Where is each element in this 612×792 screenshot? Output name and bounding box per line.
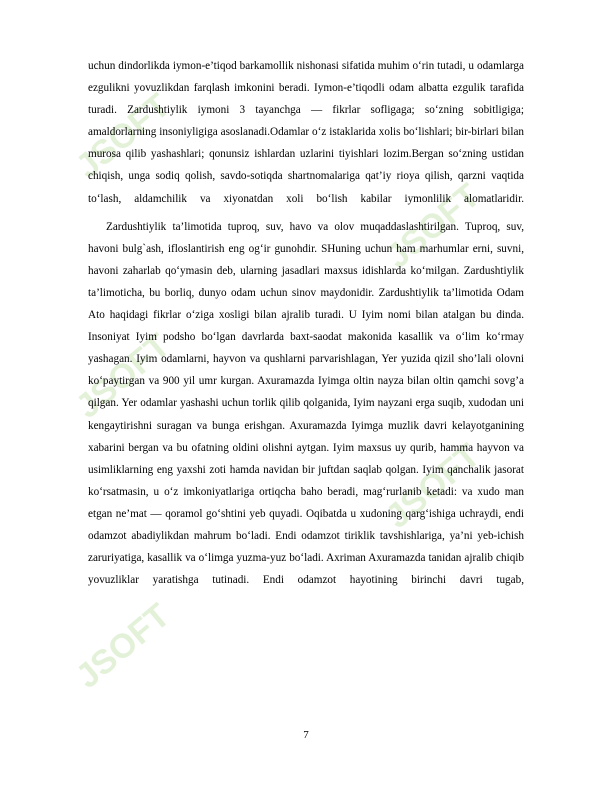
paragraph-1: uchun dindorlikda iymon-e’tiqod barkamollik nishonasi sifatida muhim o‘rin tutadi, u odamlarga ezgulikni yovuzlikdan farqlash imkonini beradi. Iymon-e’tiqodli odam albatta ezgulik tarafida turadi. Zardushtiylik iymoni 3 tayanchga — fikrlar sofligaga; so‘zning sobitligiga; amaldorlarning insoniyligiga asoslanadi.Odamlar o‘z istaklarida xolis bo‘lishlari; bir-birlari bilan murosa qilib yashashlari; qonunsiz ishlardan uzlarini tiyishlari lozim.Bergan so‘zning ustidan chiqish, unga sodiq qolish, savdo-sotiqda shartnomalariga qat’iy rioya qilish, qarzni vaqtida to‘lash, aldamchilik va xiyonatdan xoli bo‘lish kabilar iymonlilik alomatlaridir. bbox=[88, 60, 524, 205]
page-number: 7 bbox=[303, 729, 309, 741]
body-text bbox=[88, 55, 524, 591]
paragraph-2: Zardushtiylik ta’limotida tuproq, suv, havo va olov muqaddaslashtirilgan. Tuproq, suv, havoni bulg`ash, ifloslantirish eng og‘ir gunohdir. SHuning uchun ham marhumlar erni, suvni, havoni zaharlab qo‘ymasin deb, ularning jasadlari maxsus idishlarda ko‘milgan. Zardushtiylik ta’limoticha, bu borliq, dunyo odam uchun sinov maydonidir. Zardushtiylik ta’limotida Odam Ato haqidagi fikrlar o‘ziga xosligi bilan ajralib turadi. U Iyim nomi bilan atalgan bu dinda. Insoniyat Iyim podsho bo‘lgan davrlarda baxt-saodat makonida kasallik va o‘lim ko‘rmay yashagan. Iyim odamlarni, hayvon va qushlarni parvarishlagan, Yer yuzida qizil sho’lali olovni ko‘paytirgan va 900 yil umr kurgan. Axuramazda Iyimga oltin nayza bilan oltin qamchi sovg’a qilgan. Yer odamlar yashashi uchun torlik qilib qolganida, Iyim nayzani erga suqib, xudodan uni kengaytirishni suragan va bunga erishgan. Axuramazda Iyimga muzlik davri kelayotganining xabarini bergan va bu ofatning oldini olishni aytgan. Iyim maxsus uy qurib, hamma hayvon va usimliklarning eng yaxshi zoti hamda navidan bir juftdan saqlab qolgan. Iyim qanchalik jasorat ko‘rsatmasin, u o‘z imkoniyatlariga ortiqcha baho beradi, mag‘rurlanib ketadi: va xudo man etgan ne’mat — qoramol go‘shtini yeb quyadi. Oqibatda u xudoning qarg‘ishiga uchraydi, endi odamzot abadiylikdan mahrum bo‘ladi. Endi odamzot tiriklik tavshishlariga, ya’ni yeb-ichish zaruriyatiga, kasallik va o‘limga yuzma-yuz bo‘ladi. Axriman Axuramazda tanidan ajralib chiqib yovuzliklar yaratishga tutinadi. Endi odamzot hayotining birinchi davri tugab, bbox=[88, 220, 524, 587]
watermark-text-2: JSOFT bbox=[378, 176, 488, 276]
watermark-logo-5 bbox=[60, 590, 180, 710]
watermark-text-5: JSOFT bbox=[68, 596, 178, 696]
watermark-text-3: JSOFT bbox=[68, 326, 178, 426]
watermark-text-4: JSOFT bbox=[378, 436, 488, 536]
watermark-text-1: JSOFT bbox=[68, 86, 178, 186]
